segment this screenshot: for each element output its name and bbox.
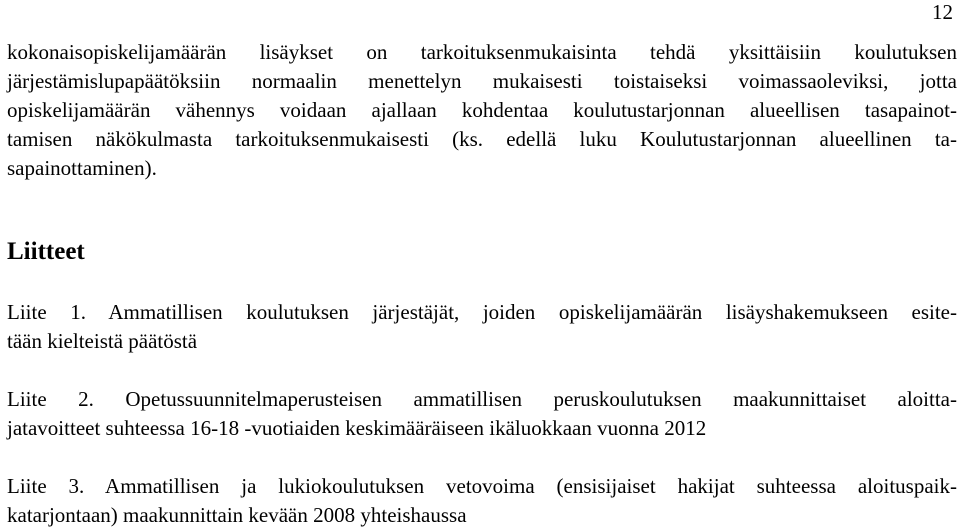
paragraph-line: sapainottaminen). <box>7 156 157 180</box>
attachment-line: tään kielteistä päätöstä <box>7 329 198 353</box>
attachment-line: Liite 1. Ammatillisen koulutuksen järjestäjät, joiden opiskelijamäärän lisäyshakemukseen esite- <box>7 300 957 324</box>
attachment-line: jatavoitteet suhteessa 16-18 -vuotiaiden keskimääräiseen ikäluokkaan vuonna 2012 <box>7 416 707 440</box>
attachment-item <box>7 298 957 356</box>
attachment-line: katarjontaan) maakunnittain kevään 2008 yhteishaussa <box>7 503 467 527</box>
page-number: 12 <box>932 0 953 24</box>
attachment-line: Liite 2. Opetussuunnitelmaperusteisen ammatillisen peruskoulutuksen maakunnittaiset aloitta- <box>7 387 957 411</box>
section-heading: Liitteet <box>7 238 85 265</box>
intro-paragraph <box>7 38 957 183</box>
paragraph-line: opiskelijamäärän vähennys voidaan ajallaan kohdentaa koulutustarjonnan alueellisen tasapainot- <box>7 98 957 122</box>
attachment-item <box>7 385 957 443</box>
paragraph-line: tamisen näkökulmasta tarkoituksenmukaisesti (ks. edellä luku Koulutustarjonnan alueellinen ta- <box>7 127 957 151</box>
paragraph-line: kokonaisopiskelijamäärän lisäykset on tarkoituksenmukaisinta tehdä yksittäisiin koulutuksen <box>7 40 957 64</box>
attachment-line: Liite 3. Ammatillisen ja lukiokoulutuksen vetovoima (ensisijaiset hakijat suhteessa aloituspaik- <box>7 474 957 498</box>
paragraph-line: järjestämislupapäätöksiin normaalin menettelyn mukaisesti toistaiseksi voimassaoleviksi, jotta <box>7 69 957 93</box>
attachment-item <box>7 472 957 530</box>
